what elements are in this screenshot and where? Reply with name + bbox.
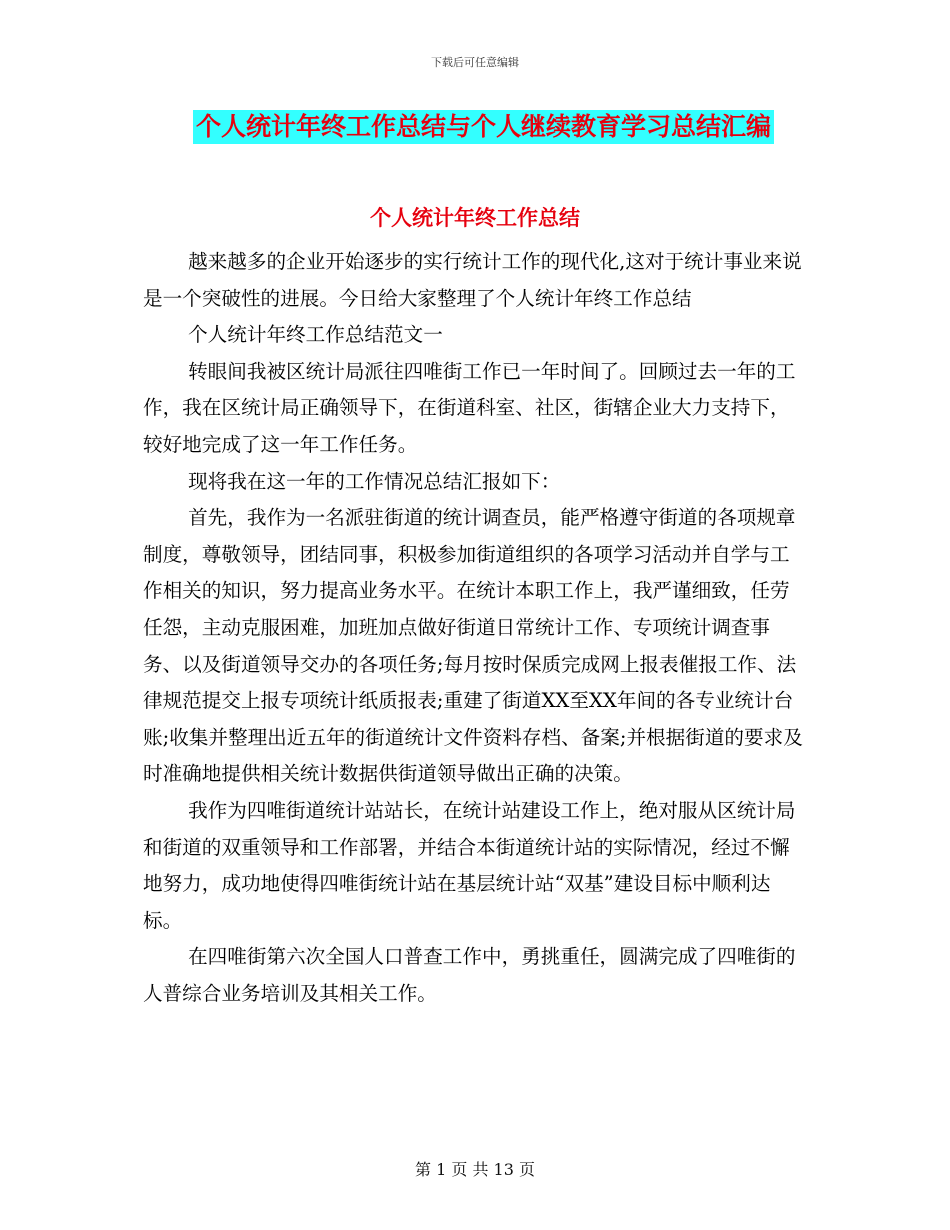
- paragraph-report-lead: 现将我在这一年的工作情况总结汇报如下：: [188, 469, 561, 493]
- paragraph-census: 在四唯街第六次全国人口普查工作中，勇挑重任，圆满完成了四唯街的人普综合业务培训及其相关工作。: [143, 945, 796, 1005]
- header-note: 下载后可任意编辑: [431, 56, 519, 69]
- paragraph-first-point: 首先，我作为一名派驻街道的统计调查员，能严格遵守街道的各项规章制度，尊敬领导，团结同事，积极参加街道组织的各项学习活动并自学与工作相关的知识，努力提高业务水平。在统计本职工作上，我严谨细致，任劳任怨，主动克服困难，加班加点做好街道日常统计工作、专项统计调查事务、以及街道领导交办的各项任务;每月按时保质完成网上报表催报工作、法律规范提交上报专项统计纸质报表;重建了街道XX至XX年间的各专业统计台账;收集并整理出近五年的街道统计文件资料存档、备案;并根据街道的要求及时准确地提供相关统计数据供街道领导做出正确的决策。: [143, 506, 803, 786]
- paragraph-subheading: 个人统计年终工作总结范文一: [188, 323, 443, 347]
- paragraph-station: 我作为四唯街道统计站站长，在统计站建设工作上，绝对服从区统计局和街道的双重领导和工作部署，并结合本街道统计站的实际情况，经过不懈地努力，成功地使得四唯街统计站在基层统计站“双基”建设目标中顺利达标。: [143, 798, 796, 932]
- document-title: 个人统计年终工作总结与个人继续教育学习总结汇编: [193, 110, 774, 144]
- paragraph-review: 转眼间我被区统计局派往四唯街工作已一年时间了。回顾过去一年的工作，我在区统计局正确领导下，在街道科室、社区，街辖企业大力支持下，较好地完成了这一年工作任务。: [143, 359, 796, 456]
- body-text: [143, 244, 805, 1012]
- section-title: 个人统计年终工作总结: [370, 206, 580, 230]
- paragraph-intro: 越来越多的企业开始逐步的实行统计工作的现代化,这对于统计事业来说是一个突破性的进展。今日给大家整理了个人统计年终工作总结: [143, 250, 802, 310]
- page-footer: 第 1 页 共 13 页: [415, 1160, 535, 1179]
